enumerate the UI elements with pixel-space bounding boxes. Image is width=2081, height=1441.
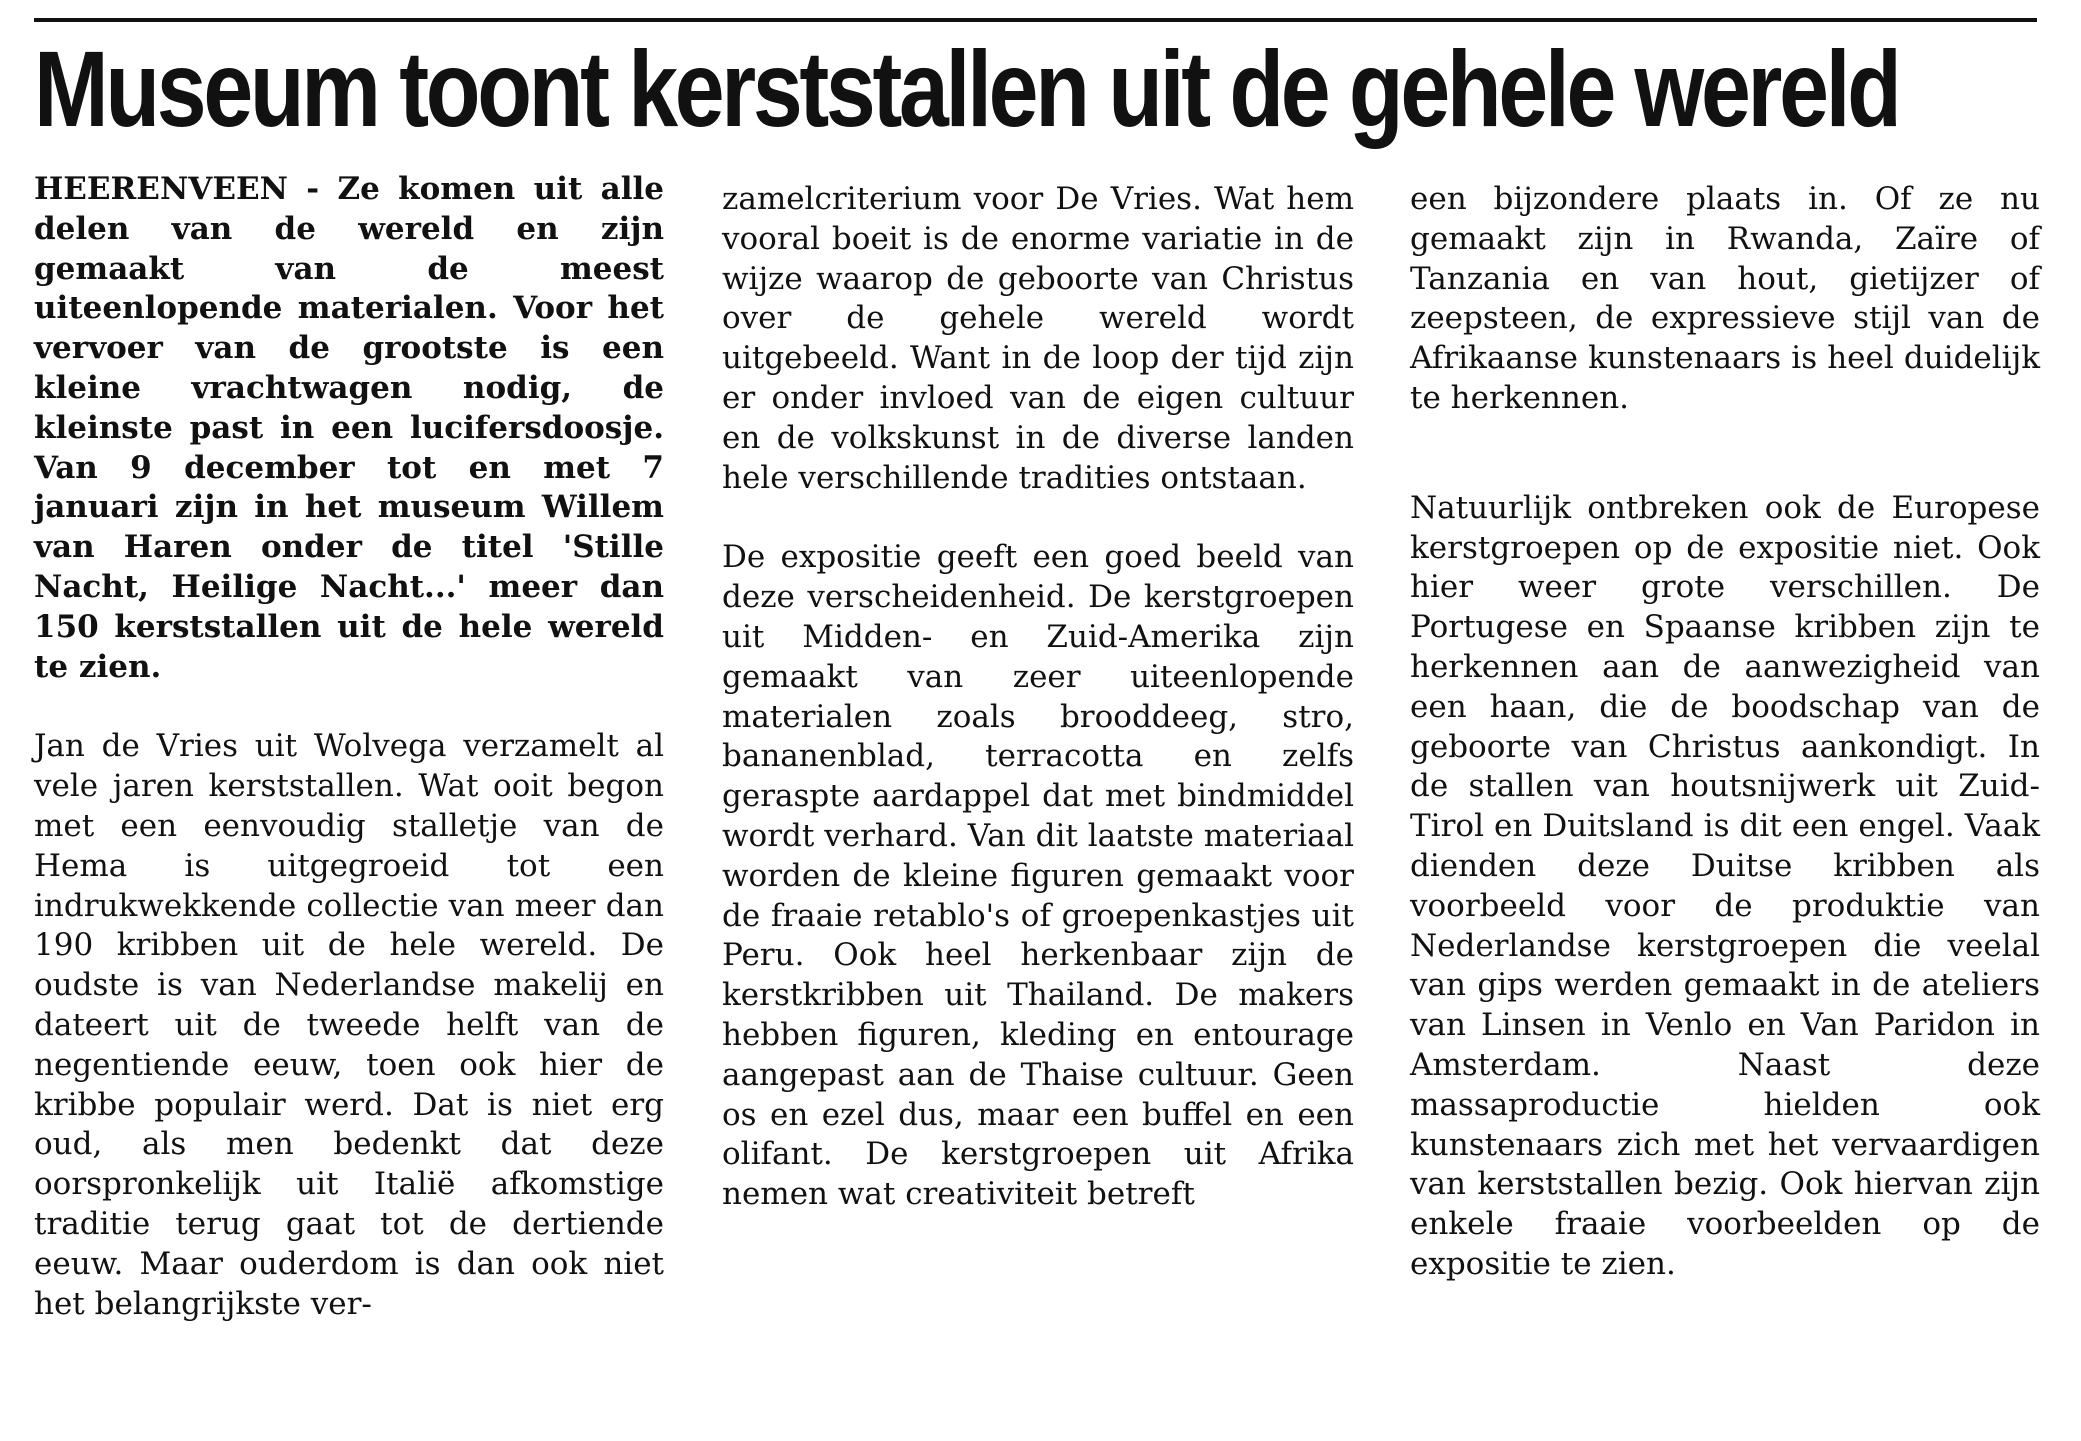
headline: Museum toont kerststallen uit de gehele wereld [34,28,1899,149]
article-column-1 [34,170,664,1364]
body-paragraph: een bijzondere plaats in. Of ze nu gemaakt zijn in Rwanda, Zaïre of Tanzania en van hout, gietijzer of zeepsteen, de expressieve stijl van de Afrikaanse kunstenaars is heel duidelijk te herkennen. [1410,181,2040,416]
article-column-2 [722,180,1354,1255]
lead-paragraph: HEERENVEEN - Ze komen uit alle delen van de wereld en zijn gemaakt van de meest uiteenlopende materialen. Voor het vervoer van de grootste is een kleine vrachtwagen nodig, de kleinste past in een lucifersdoosje. Van 9 december tot en met 7 januari zijn in het museum Willem van Haren onder de titel 'Stille Nacht, Heilige Nacht...' meer dan 150 kerststallen uit de hele wereld te zien. [34,171,664,685]
body-paragraph: Natuurlijk ontbreken ook de Europese kerstgroepen op de expositie niet. Ook hier weer grote verschillen. De Portugese en Spaanse kribben zijn te herkennen aan de aanwezigheid van een haan, die de boodschap van de geboorte van Christus aankondigt. In de stallen van houtsnijwerk uit Zuid-Tirol en Duitsland is dit een engel. Vaak dienden deze Duitse kribben als voorbeeld voor de produktie van Nederlandse kerstgroepen die veelal van gips werden gemaakt in de ateliers van Linsen in Venlo en Van Paridon in Amsterdam. Naast deze massaproductie hielden ook kunstenaars zich met het vervaardigen van kerststallen bezig. Ook hiervan zijn enkele fraaie voorbeelden op de expositie te zien. [1410,489,2040,1282]
body-paragraph: De expositie geeft een goed beeld van deze verscheidenheid. De kerstgroepen uit Midden- en Zuid-Amerika zijn gemaakt van zeer uiteenlopende materialen zoals brooddeeg, stro, bananenblad, terracotta en zelfs geraspte aardappel dat met bindmiddel wordt verhard. Van dit laatste materiaal worden de kleine figuren gemaakt voor de fraaie retablo's of groepenkastjes uit Peru. Ook heel herkenbaar zijn de kerstkribben uit Thailand. De makers hebben figuren, kleding en entourage aangepast aan de Thaise cultuur. Geen os en ezel dus, maar een buffel en een olifant. De kerstgroepen uit Afrika nemen wat creativiteit betreft [722,539,1354,1213]
body-paragraph: Jan de Vries uit Wolvega verzamelt al vele jaren kerststallen. Wat ooit begon met een eenvoudig stalletje van de Hema is uitgegroeid tot een indrukwekkende collectie van meer dan 190 kribben uit de hele wereld. De oudste is van Nederlandse makelij en dateert uit de tweede helft van de negentiende eeuw, toen ook hier de kribbe populair werd. Dat is niet erg oud, als men bedenkt dat deze oorspronkelijk uit Italië afkomstige traditie terug gaat tot de dertiende eeuw. Maar ouderdom is dan ook niet het belangrijkste ver- [34,728,664,1322]
body-paragraph: zamelcriterium voor De Vries. Wat hem vooral boeit is de enorme variatie in de wijze waarop de geboorte van Christus over de gehele wereld wordt uitgebeeld. Want in de loop der tijd zijn er onder invloed van de eigen cultuur en de volkskunst in de diverse landen hele verschillende tradities ontstaan. [722,181,1354,496]
top-rule [34,18,2037,22]
article-column-3 [1410,180,2040,1325]
